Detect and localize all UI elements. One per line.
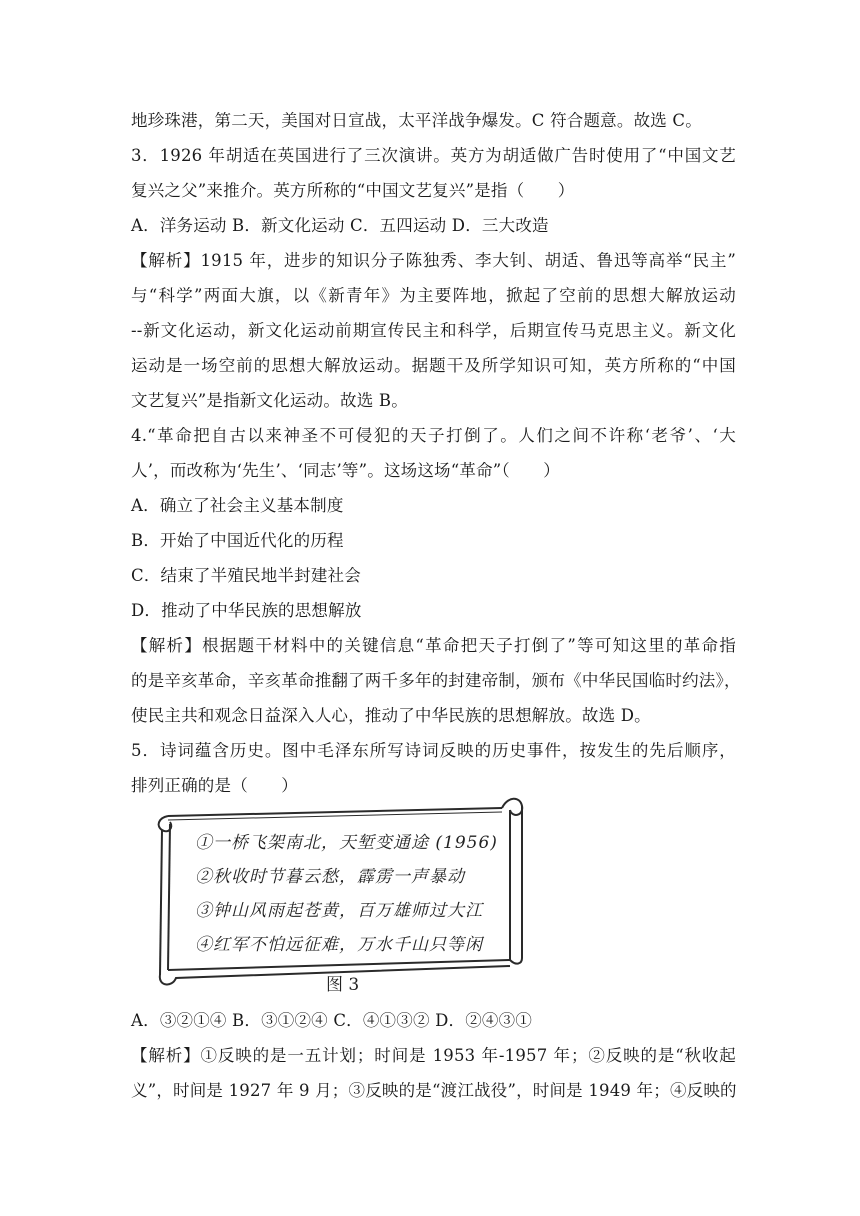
question-5-stem-line-2: 排列正确的是（ ） [131, 776, 298, 795]
analysis-3-line-3: --新文化运动，新文化运动前期宣传民主和科学，后期宣传马克思主义。新文化 [131, 321, 736, 340]
analysis-3-line-5: 文艺复兴”是指新文化运动。故选 B。 [131, 391, 408, 410]
question-5-options: A．③②①④ B．③①②④ C．④①③② D．②④③① [131, 1011, 533, 1030]
poem-line-4: ④红军不怕远征难，万水千山只等闲 [195, 935, 483, 955]
question-4-stem-line-1: 4.“革命把自古以来神圣不可侵犯的天子打倒了。人们之间不许称‘老爷’、‘大 [131, 426, 736, 445]
poem-scroll-figure [150, 790, 530, 998]
poem-line-3: ③钟山风雨起苍黄，百万雄师过大江 [195, 901, 483, 921]
analysis-3-line-1: 【解析】1915 年，进步的知识分子陈独秀、李大钊、胡适、鲁迅等高举“民主” [131, 251, 736, 270]
analysis-4-line-1: 【解析】根据题干材料中的关键信息“革命把天子打倒了”等可知这里的革命指 [131, 636, 736, 655]
analysis-5-line-2: 义”，时间是 1927 年 9 月；③反映的是“渡江战役”，时间是 1949 年；④反映的 [131, 1081, 737, 1100]
analysis-4-line-3: 使民主共和观念日益深入人心，推动了中华民族的思想解放。故选 D。 [131, 706, 651, 725]
question-4-option-a: A．确立了社会主义基本制度 [131, 496, 344, 515]
figure-caption: 图 3 [326, 975, 360, 995]
analysis-3-line-2: 与“科学”两面大旗，以《新青年》为主要阵地，掀起了空前的思想大解放运动 [131, 286, 736, 305]
question-3-stem-line-1: 3．1926 年胡适在英国进行了三次演讲。英方为胡适做广告时使用了“中国文艺 [131, 146, 736, 165]
poem-line-2: ②秋收时节暮云愁，霹雳一声暴动 [195, 867, 465, 887]
question-5-stem-line-1: 5．诗词蕴含历史。图中毛泽东所写诗词反映的历史事件，按发生的先后顺序， [131, 741, 736, 760]
question-3-stem-line-2: 复兴之父”来推介。英方所称的“中国文艺复兴”是指（ ） [131, 181, 575, 200]
analysis-4-line-2: 的是辛亥革命，辛亥革命推翻了两千多年的封建帝制，颁布《中华民国临时约法》， [131, 671, 741, 690]
poem-line-1: ①一桥飞架南北，天堑变通途 (1956) [195, 833, 498, 853]
question-4-option-d: D．推动了中华民族的思想解放 [131, 601, 362, 620]
question-4-option-c: C．结束了半殖民地半封建社会 [131, 566, 361, 585]
text-line: 地珍珠港，第二天，美国对日宣战，太平洋战争爆发。C 符合题意。故选 C。 [131, 111, 702, 130]
analysis-5-line-1: 【解析】①反映的是一五计划；时间是 1953 年-1957 年；②反映的是“秋收起 [131, 1046, 736, 1065]
question-4-stem-line-2: 人’，而改称为‘先生’、‘同志’等”。这场这场“革命”（ ） [131, 461, 560, 480]
analysis-3-line-4: 运动是一场空前的思想大解放运动。据题干及所学知识可知，英方所称的“中国 [131, 356, 736, 375]
scroll-drawing [150, 790, 530, 998]
question-4-option-b: B．开始了中国近代化的历程 [131, 531, 344, 550]
question-3-options: A．洋务运动 B．新文化运动 C．五四运动 D．三大改造 [131, 216, 549, 235]
